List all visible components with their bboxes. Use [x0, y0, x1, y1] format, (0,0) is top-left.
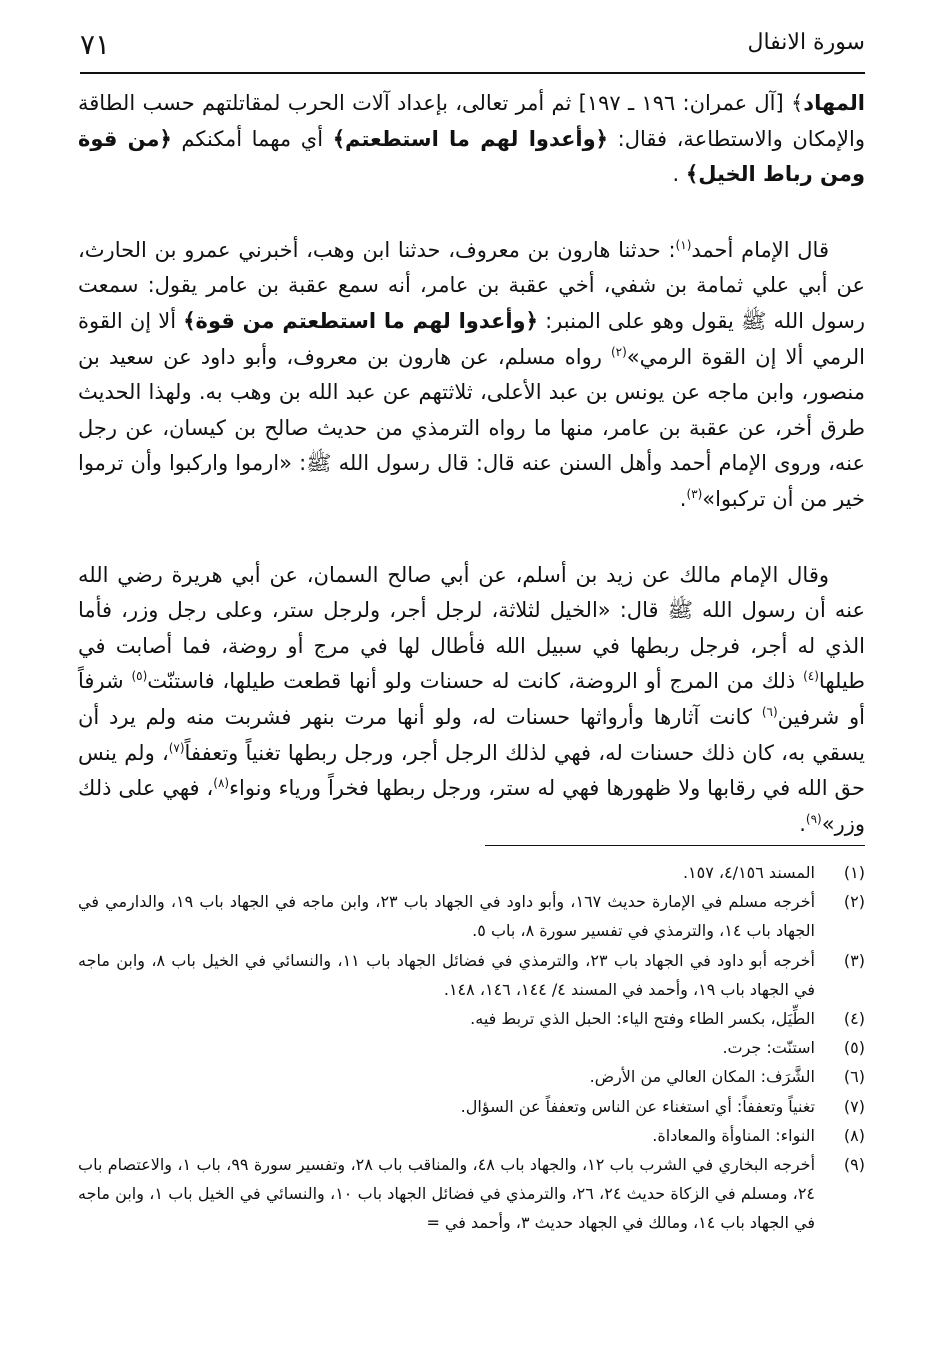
footnote	[78, 1004, 865, 1033]
footnote-number: (٩)	[843, 1155, 865, 1175]
text-run: وقال الإمام مالك عن زيد بن أسلم، عن أبي صالح السمان، عن أبي هريرة رضي الله عنه أن رسول الله ﷺ قال: «الخيل لثلاثة، لرجل أجر، ولرجل ستر، وعلى رجل وزر، فأما الذي له أجر، فرجل ربطها في سبيل الله فأطال لها في مرج أو روضة، فما أصابت في طيلها	[78, 562, 866, 694]
text-run: .	[679, 486, 687, 511]
text-run: ﴾ [آل عمران: ١٩٦ ـ ١٩٧] ثم أمر تعالى، بإعداد آلات الحرب لمقاتلتهم حسب الطاقة والإمكان والاستطاعة، فقال:	[78, 91, 865, 151]
footnote	[78, 1121, 865, 1150]
footnotes	[78, 858, 865, 1238]
footnote-marker: (٥)	[131, 669, 148, 684]
footnote-number: (٢)	[843, 892, 865, 912]
footnote-number: (٤)	[843, 1009, 865, 1029]
paragraph	[78, 233, 865, 518]
footnote-text: النواء: المناوأة والمعاداة.	[652, 1125, 815, 1145]
footnote-marker: (٤)	[803, 669, 819, 684]
footnote-text: استنّت: جرت.	[722, 1038, 815, 1058]
footnote	[78, 1033, 865, 1062]
footnote	[78, 858, 865, 887]
footnote	[78, 946, 865, 1004]
quran-quote: المهاد	[803, 91, 865, 115]
text-run: .	[672, 162, 686, 187]
paragraph	[78, 558, 865, 843]
text-run: ، ولم ينس حق الله في رقابها ولا ظهورها فهي له ستر، ورجل ربطها فخراً ورياء ونواء	[78, 740, 865, 801]
footnote-text: المسند ٤/١٥٦، ١٥٧.	[682, 863, 815, 882]
header-rule	[80, 72, 865, 74]
page-header	[80, 28, 865, 68]
footnote-marker: (٣)	[686, 486, 703, 501]
footnote-number: (١)	[843, 863, 865, 882]
text-run: .	[799, 811, 806, 836]
footnote-text: الطِّيَل، بكسر الطاء وفتح الياء: الحبل الذي تربط فيه.	[470, 1009, 815, 1029]
footnote-marker: (٩)	[805, 811, 822, 826]
footnote	[78, 1062, 865, 1091]
page-number: ٧١	[80, 28, 111, 61]
text-run: ، فهي على ذلك وزر»	[78, 776, 865, 836]
footnote-marker: (٢)	[610, 344, 627, 359]
text-run: ذلك من المرج أو الروضة، كانت له حسنات ولو أنها قطعت طيلها، فاستنّت	[147, 669, 804, 694]
quran-quote: ﴿وأعدوا لهم ما استطعتم﴾	[332, 126, 608, 151]
footnote-marker: (١)	[675, 237, 692, 252]
footnote-marker: (٦)	[761, 704, 778, 719]
text-run: ألا إن القوة الرمي ألا إن القوة الرمي»	[78, 308, 865, 369]
footnote	[78, 1092, 865, 1121]
footnote-separator	[485, 845, 865, 846]
text-run: رواه مسلم، عن هارون بن معروف، وأبو داود عن سعيد بن منصور، وابن ماجه عن يونس بن عبد الأعلى، ثلاثتهم عن عبد الله بن وهب به. ولهذا الحديث طرق أخر، عن عقبة بن عامر، منها ما رواه الترمذي من حديث صالح بن كيسان، عن رجل عنه، وروى الإمام أحمد وأهل السنن عنه قال: قال رسول الله ﷺ: «ارموا واركبوا وأن ترموا خير من أن تركبوا»	[78, 344, 865, 511]
paragraph-gap	[78, 518, 865, 558]
footnote	[78, 1150, 865, 1238]
footnote-text: الشَّرَف: المكان العالي من الأرض.	[589, 1067, 815, 1087]
footnote-number: (٦)	[843, 1067, 865, 1087]
running-title: سورة الانفال	[747, 30, 865, 55]
main-text	[78, 86, 865, 842]
footnote-text: تغنياً وتعففاً: أي استغناء عن الناس وتعففاً عن السؤال.	[460, 1096, 815, 1116]
footnote-number: (٧)	[843, 1096, 865, 1116]
footnote	[78, 887, 865, 945]
text-run: شرفاً أو شرفين	[78, 669, 865, 729]
paragraph-gap	[78, 193, 865, 233]
quran-quote: ﴿وأعدوا لهم ما استطعتم من قوة﴾	[183, 308, 538, 333]
text-run: قال الإمام أحمد	[691, 237, 829, 262]
footnote-marker: (٧)	[168, 740, 185, 755]
paragraph	[78, 86, 865, 193]
text-run: : حدثنا هارون بن معروف، حدثنا ابن وهب، أخبرني عمرو بن الحارث، عن أبي علي ثمامة بن شفي، أخي عقبة بن عامر، أنه سمع عقبة بن عامر يقول: سمعت رسول الله ﷺ يقول وهو على المنبر:	[78, 237, 865, 333]
footnote-marker: (٨)	[213, 776, 230, 791]
footnote-text: أخرجه البخاري في الشرب باب ١٢، والجهاد باب ٤٨، والمناقب باب ٢٨، وتفسير سورة ٩٩، باب ١، والاعتصام باب ٢٤، ومسلم في الزكاة حديث ٢٤، ٢٦، والترمذي في فضائل الجهاد باب ١٠، والنسائي في الخيل باب ١، وابن ماجه في الجهاد باب ١٤، ومالك في الجهاد حديث ٣، وأحمد في =	[78, 1155, 816, 1233]
footnote-number: (٨)	[843, 1125, 865, 1145]
footnote-text: أخرجه أبو داود في الجهاد باب ٢٣، والترمذي في فضائل الجهاد باب ١١، والنسائي في الخيل باب ٨، وابن ماجه في الجهاد باب ١٩، وأحمد في المسند ٤/ ١٤٤، ١٤٦، ١٤٨.	[78, 950, 815, 999]
footnote-number: (٣)	[843, 950, 865, 970]
quran-quote: ﴿من قوة ومن رباط الخيل﴾	[78, 126, 865, 187]
footnote-number: (٥)	[843, 1038, 865, 1058]
text-run: أي مهما أمكنكم	[171, 126, 333, 151]
text-run: كانت آثارها وأرواثها حسنات له، ولو أنها مرت بنهر فشربت منه ولم يرد أن يسقي به، كان ذلك حسنات له، فهي لذلك الرجل أجر، ورجل ربطها تغنياً وتعففاً	[78, 704, 865, 765]
footnote-text: أخرجه مسلم في الإمارة حديث ١٦٧، وأبو داود في الجهاد باب ٢٣، وابن ماجه في الجهاد باب ١٩، والدارمي في الجهاد باب ١٤، والترمذي في تفسير سورة ٨، باب ٥.	[78, 892, 816, 941]
